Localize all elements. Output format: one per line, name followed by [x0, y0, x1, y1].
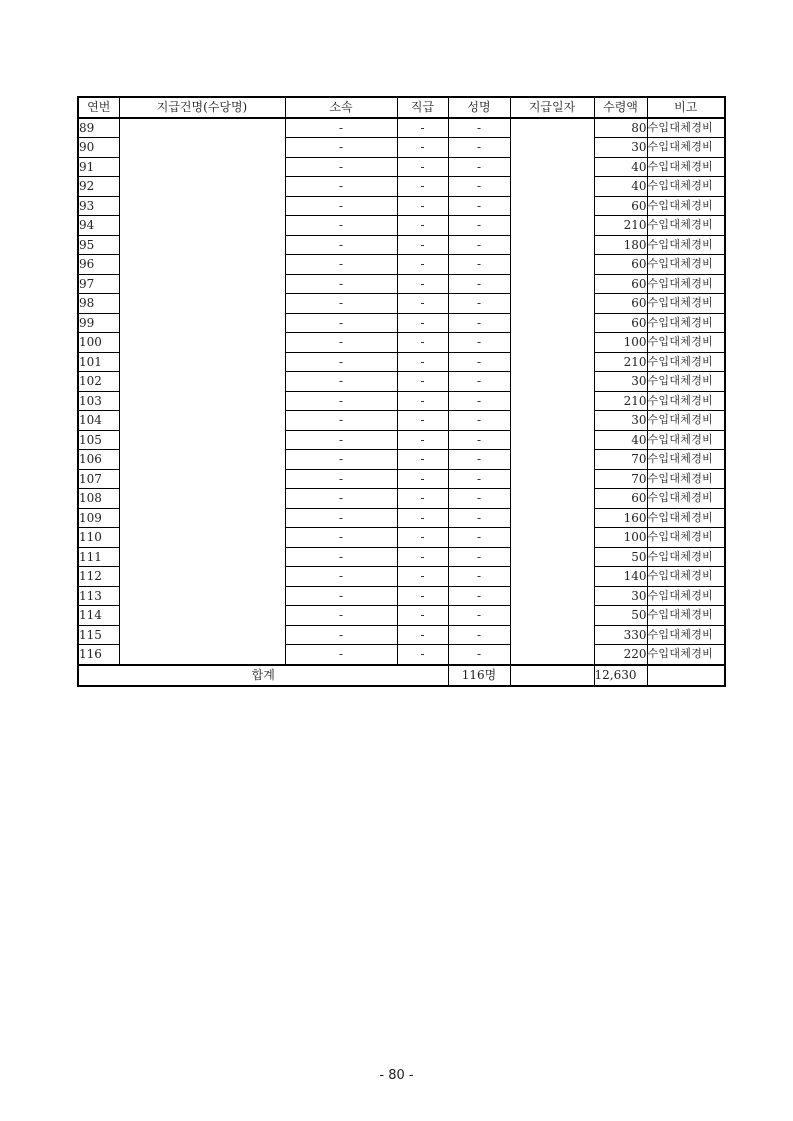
amount-cell: 50: [594, 547, 647, 567]
row-number: 111: [78, 547, 119, 567]
note-cell: 수입대체경비: [647, 118, 725, 138]
column-header: 연번: [78, 97, 119, 118]
rank-cell: -: [397, 294, 448, 314]
row-number: 99: [78, 313, 119, 333]
affiliation-cell: -: [285, 313, 397, 333]
note-cell: 수입대체경비: [647, 177, 725, 197]
row-number: 106: [78, 450, 119, 470]
row-number: 100: [78, 333, 119, 353]
amount-cell: 50: [594, 606, 647, 626]
column-header: 지급일자: [510, 97, 594, 118]
note-cell: 수입대체경비: [647, 372, 725, 392]
column-header: 비고: [647, 97, 725, 118]
note-cell: 수입대체경비: [647, 489, 725, 509]
amount-cell: 60: [594, 489, 647, 509]
note-cell: 수입대체경비: [647, 313, 725, 333]
rank-cell: -: [397, 216, 448, 236]
affiliation-cell: -: [285, 625, 397, 645]
note-cell: 수입대체경비: [647, 333, 725, 353]
row-number: 91: [78, 157, 119, 177]
rank-cell: -: [397, 528, 448, 548]
name-cell: -: [448, 138, 510, 158]
rank-cell: -: [397, 118, 448, 138]
total-date-empty: [510, 665, 594, 686]
note-cell: 수입대체경비: [647, 235, 725, 255]
row-number: 102: [78, 372, 119, 392]
rank-cell: -: [397, 352, 448, 372]
rank-cell: -: [397, 235, 448, 255]
note-cell: 수입대체경비: [647, 255, 725, 275]
rank-cell: -: [397, 274, 448, 294]
row-number: 105: [78, 430, 119, 450]
amount-cell: 160: [594, 508, 647, 528]
note-cell: 수입대체경비: [647, 645, 725, 665]
name-cell: -: [448, 274, 510, 294]
column-header: 수령액: [594, 97, 647, 118]
note-cell: 수입대체경비: [647, 411, 725, 431]
name-cell: -: [448, 430, 510, 450]
amount-cell: 40: [594, 157, 647, 177]
name-cell: -: [448, 469, 510, 489]
row-number: 114: [78, 606, 119, 626]
name-cell: -: [448, 255, 510, 275]
name-cell: -: [448, 411, 510, 431]
affiliation-cell: -: [285, 547, 397, 567]
amount-cell: 100: [594, 333, 647, 353]
row-number: 107: [78, 469, 119, 489]
amount-cell: 70: [594, 450, 647, 470]
payment-date-cell: [510, 118, 594, 665]
rank-cell: -: [397, 586, 448, 606]
rank-cell: -: [397, 606, 448, 626]
affiliation-cell: -: [285, 118, 397, 138]
name-cell: -: [448, 645, 510, 665]
amount-cell: 30: [594, 411, 647, 431]
name-cell: -: [448, 372, 510, 392]
amount-cell: 80: [594, 118, 647, 138]
rank-cell: -: [397, 391, 448, 411]
amount-cell: 30: [594, 372, 647, 392]
note-cell: 수입대체경비: [647, 216, 725, 236]
row-number: 96: [78, 255, 119, 275]
affiliation-cell: -: [285, 333, 397, 353]
name-cell: -: [448, 177, 510, 197]
row-number: 113: [78, 586, 119, 606]
affiliation-cell: -: [285, 196, 397, 216]
rank-cell: -: [397, 450, 448, 470]
note-cell: 수입대체경비: [647, 352, 725, 372]
row-number: 104: [78, 411, 119, 431]
row-number: 109: [78, 508, 119, 528]
amount-cell: 210: [594, 352, 647, 372]
payment-table: [77, 96, 726, 687]
name-cell: -: [448, 333, 510, 353]
note-cell: 수입대체경비: [647, 625, 725, 645]
name-cell: -: [448, 528, 510, 548]
note-cell: 수입대체경비: [647, 528, 725, 548]
row-number: 103: [78, 391, 119, 411]
name-cell: -: [448, 294, 510, 314]
name-cell: -: [448, 352, 510, 372]
column-header: 지급건명(수당명): [119, 97, 285, 118]
table-row: [78, 118, 725, 138]
total-amount: 12,630: [594, 665, 647, 686]
rank-cell: -: [397, 313, 448, 333]
rank-cell: -: [397, 469, 448, 489]
note-cell: 수입대체경비: [647, 391, 725, 411]
affiliation-cell: -: [285, 645, 397, 665]
table-header: [78, 97, 725, 118]
note-cell: 수입대체경비: [647, 586, 725, 606]
rank-cell: -: [397, 625, 448, 645]
row-number: 94: [78, 216, 119, 236]
row-number: 98: [78, 294, 119, 314]
rank-cell: -: [397, 372, 448, 392]
total-note-empty: [647, 665, 725, 686]
amount-cell: 60: [594, 313, 647, 333]
amount-cell: 330: [594, 625, 647, 645]
row-number: 97: [78, 274, 119, 294]
note-cell: 수입대체경비: [647, 469, 725, 489]
name-cell: -: [448, 196, 510, 216]
rank-cell: -: [397, 196, 448, 216]
affiliation-cell: -: [285, 216, 397, 236]
amount-cell: 60: [594, 196, 647, 216]
affiliation-cell: -: [285, 235, 397, 255]
amount-cell: 220: [594, 645, 647, 665]
row-number: 116: [78, 645, 119, 665]
rank-cell: -: [397, 645, 448, 665]
note-cell: 수입대체경비: [647, 157, 725, 177]
note-cell: 수입대체경비: [647, 294, 725, 314]
amount-cell: 100: [594, 528, 647, 548]
amount-cell: 60: [594, 255, 647, 275]
note-cell: 수입대체경비: [647, 138, 725, 158]
affiliation-cell: -: [285, 489, 397, 509]
rank-cell: -: [397, 547, 448, 567]
row-number: 112: [78, 567, 119, 587]
rank-cell: -: [397, 177, 448, 197]
column-header: 직급: [397, 97, 448, 118]
amount-cell: 180: [594, 235, 647, 255]
name-cell: -: [448, 489, 510, 509]
rank-cell: -: [397, 411, 448, 431]
amount-cell: 210: [594, 216, 647, 236]
total-count: 116명: [448, 665, 510, 686]
affiliation-cell: -: [285, 567, 397, 587]
affiliation-cell: -: [285, 528, 397, 548]
note-cell: 수입대체경비: [647, 606, 725, 626]
total-label: 합계: [78, 665, 448, 686]
affiliation-cell: -: [285, 430, 397, 450]
amount-cell: 60: [594, 274, 647, 294]
page-number: - 80 -: [379, 1068, 414, 1083]
column-header: 소속: [285, 97, 397, 118]
name-cell: -: [448, 313, 510, 333]
row-number: 93: [78, 196, 119, 216]
name-cell: -: [448, 216, 510, 236]
affiliation-cell: -: [285, 508, 397, 528]
row-number: 90: [78, 138, 119, 158]
total-row: [78, 665, 725, 686]
note-cell: 수입대체경비: [647, 567, 725, 587]
rank-cell: -: [397, 567, 448, 587]
name-cell: -: [448, 118, 510, 138]
note-cell: 수입대체경비: [647, 196, 725, 216]
row-number: 115: [78, 625, 119, 645]
affiliation-cell: -: [285, 372, 397, 392]
rank-cell: -: [397, 430, 448, 450]
column-header: 성명: [448, 97, 510, 118]
name-cell: -: [448, 508, 510, 528]
amount-cell: 140: [594, 567, 647, 587]
rank-cell: -: [397, 255, 448, 275]
affiliation-cell: -: [285, 391, 397, 411]
name-cell: -: [448, 547, 510, 567]
row-number: 95: [78, 235, 119, 255]
affiliation-cell: -: [285, 255, 397, 275]
header-row: [78, 97, 725, 118]
row-number: 101: [78, 352, 119, 372]
rank-cell: -: [397, 138, 448, 158]
affiliation-cell: -: [285, 450, 397, 470]
affiliation-cell: -: [285, 469, 397, 489]
name-cell: -: [448, 157, 510, 177]
name-cell: -: [448, 450, 510, 470]
table-body: [78, 118, 725, 665]
row-number: 108: [78, 489, 119, 509]
note-cell: 수입대체경비: [647, 508, 725, 528]
note-cell: 수입대체경비: [647, 274, 725, 294]
name-cell: -: [448, 586, 510, 606]
rank-cell: -: [397, 333, 448, 353]
name-cell: -: [448, 567, 510, 587]
amount-cell: 60: [594, 294, 647, 314]
affiliation-cell: -: [285, 274, 397, 294]
affiliation-cell: -: [285, 294, 397, 314]
affiliation-cell: -: [285, 606, 397, 626]
affiliation-cell: -: [285, 177, 397, 197]
name-cell: -: [448, 625, 510, 645]
row-number: 92: [78, 177, 119, 197]
amount-cell: 70: [594, 469, 647, 489]
payment-title-cell: [119, 118, 285, 665]
affiliation-cell: -: [285, 138, 397, 158]
table-footer: [78, 665, 725, 686]
rank-cell: -: [397, 508, 448, 528]
rank-cell: -: [397, 157, 448, 177]
affiliation-cell: -: [285, 411, 397, 431]
row-number: 89: [78, 118, 119, 138]
name-cell: -: [448, 606, 510, 626]
amount-cell: 210: [594, 391, 647, 411]
affiliation-cell: -: [285, 352, 397, 372]
amount-cell: 40: [594, 430, 647, 450]
name-cell: -: [448, 391, 510, 411]
amount-cell: 30: [594, 138, 647, 158]
note-cell: 수입대체경비: [647, 547, 725, 567]
amount-cell: 30: [594, 586, 647, 606]
amount-cell: 40: [594, 177, 647, 197]
affiliation-cell: -: [285, 586, 397, 606]
rank-cell: -: [397, 489, 448, 509]
name-cell: -: [448, 235, 510, 255]
note-cell: 수입대체경비: [647, 450, 725, 470]
row-number: 110: [78, 528, 119, 548]
affiliation-cell: -: [285, 157, 397, 177]
note-cell: 수입대체경비: [647, 430, 725, 450]
